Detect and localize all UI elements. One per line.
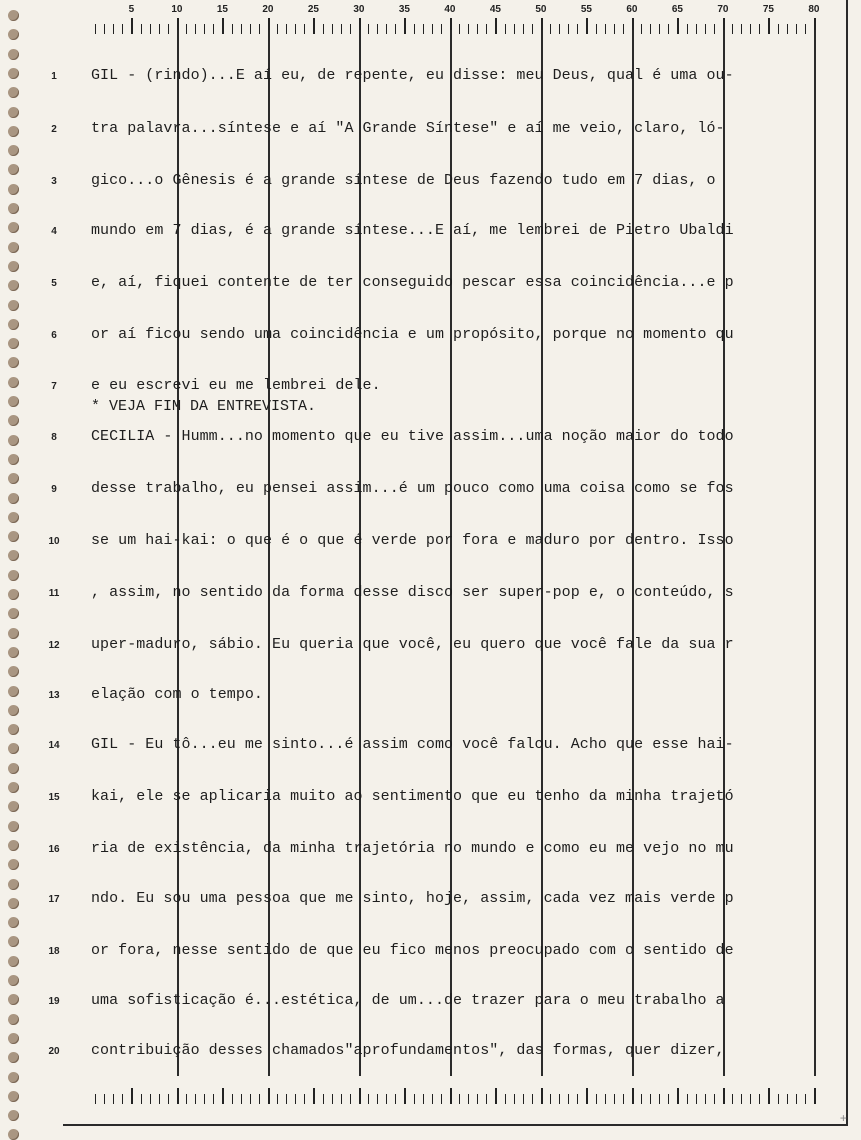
ruler-tick — [696, 24, 697, 34]
ruler-tick — [177, 1088, 179, 1104]
ruler-tick — [523, 1094, 524, 1104]
ruler-tick — [714, 24, 715, 34]
ruler-tick — [778, 24, 779, 34]
ruler-tick — [486, 1094, 487, 1104]
ruler-tick — [650, 24, 651, 34]
ruler-tick — [623, 24, 624, 34]
ruler-tick — [241, 24, 242, 34]
ruler-tick — [368, 1094, 369, 1104]
binding-hole — [8, 242, 19, 253]
ruler-tick — [213, 1094, 214, 1104]
ruler-tick — [787, 1094, 788, 1104]
binding-hole — [8, 29, 19, 40]
line-number: 8 — [51, 432, 57, 443]
binding-hole — [8, 10, 19, 21]
ruler-tick — [468, 1094, 469, 1104]
ruler-tick — [213, 24, 214, 34]
ruler-tick — [259, 24, 260, 34]
binding-hole — [8, 415, 19, 426]
binding-hole — [8, 396, 19, 407]
ruler-tick — [759, 1094, 760, 1104]
ruler-tick — [577, 24, 578, 34]
binding-hole — [8, 184, 19, 195]
ruler-number: 60 — [626, 4, 638, 15]
binding-hole — [8, 782, 19, 793]
line-number: 20 — [48, 1046, 60, 1057]
ruler-number: 70 — [717, 4, 729, 15]
binding-hole — [8, 840, 19, 851]
ruler-tick — [614, 24, 615, 34]
ruler-tick — [705, 24, 706, 34]
binding-hole — [8, 473, 19, 484]
line-number: 13 — [48, 690, 60, 701]
ruler-number: 75 — [762, 4, 774, 15]
column-guide-line — [723, 30, 725, 1076]
line-number: 10 — [48, 536, 60, 547]
ruler-tick — [250, 24, 251, 34]
ruler-tick — [414, 24, 415, 34]
ruler-tick — [687, 1094, 688, 1104]
binding-hole — [8, 705, 19, 716]
ruler-tick — [423, 24, 424, 34]
transcript-line: CECILIA - Humm...no momento que eu tive assim...uma noção maior do todo — [91, 428, 734, 445]
binding-hole — [8, 319, 19, 330]
ruler-tick — [805, 24, 806, 34]
ruler-tick — [141, 24, 142, 34]
line-number: 16 — [48, 844, 60, 855]
transcript-line: or fora, nesse sentido de que eu fico menos preocupado com o sentido de — [91, 942, 734, 959]
binding-hole — [8, 531, 19, 542]
binding-hole — [8, 763, 19, 774]
binding-hole — [8, 647, 19, 658]
ruler-tick — [468, 24, 469, 34]
transcript-line: ndo. Eu sou uma pessoa que me sinto, hoje, assim, cada vez mais verde p — [91, 890, 734, 907]
ruler-tick — [732, 1094, 733, 1104]
ruler-tick — [150, 24, 151, 34]
ruler-tick — [677, 18, 679, 34]
ruler-number: 30 — [353, 4, 365, 15]
transcript-line: tra palavra...síntese e aí "A Grande Síntese" e aí me veio, claro, ló- — [91, 120, 725, 137]
transcript-line: uma sofisticação é...estética, de um...de trazer para o meu trabalho a — [91, 992, 725, 1009]
ruler-number: 35 — [398, 4, 410, 15]
ruler-tick — [486, 24, 487, 34]
ruler-tick — [304, 24, 305, 34]
top-ruler — [63, 0, 846, 40]
ruler-number: 5 — [128, 4, 135, 15]
ruler-tick — [222, 1088, 224, 1104]
ruler-tick — [195, 1094, 196, 1104]
ruler-tick — [514, 1094, 515, 1104]
ruler-tick — [332, 1094, 333, 1104]
ruler-tick — [404, 18, 406, 34]
ruler-tick — [395, 1094, 396, 1104]
ruler-tick — [677, 1088, 679, 1104]
ruler-tick — [122, 1094, 123, 1104]
ruler-number: 80 — [808, 4, 820, 15]
binding-hole — [8, 724, 19, 735]
ruler-number: 55 — [580, 4, 592, 15]
ruler-tick — [559, 1094, 560, 1104]
ruler-tick — [805, 1094, 806, 1104]
ruler-tick — [259, 1094, 260, 1104]
binding-hole — [8, 357, 19, 368]
ruler-tick — [432, 24, 433, 34]
ruler-number: 15 — [216, 4, 228, 15]
ruler-tick — [632, 1088, 634, 1104]
binding-hole — [8, 126, 19, 137]
ruler-tick — [586, 1088, 588, 1104]
ruler-tick — [741, 24, 742, 34]
binding-hole — [8, 570, 19, 581]
binding-hole — [8, 879, 19, 890]
ruler-tick — [441, 1094, 442, 1104]
ruler-tick — [295, 24, 296, 34]
binding-hole — [8, 936, 19, 947]
transcript-line: contribuição desses chamados"aprofundamentos", das formas, quer dizer, — [91, 1042, 725, 1059]
ruler-tick — [113, 24, 114, 34]
ruler-tick — [168, 24, 169, 34]
ruler-tick — [131, 18, 133, 34]
binding-hole — [8, 898, 19, 909]
binding-hole — [8, 628, 19, 639]
ruler-tick — [423, 1094, 424, 1104]
binding-hole — [8, 107, 19, 118]
ruler-tick — [286, 24, 287, 34]
ruler-tick — [450, 1088, 452, 1104]
ruler-tick — [559, 24, 560, 34]
line-number: 2 — [51, 124, 57, 135]
line-number: 15 — [48, 792, 60, 803]
ruler-tick — [377, 1094, 378, 1104]
binding-hole — [8, 859, 19, 870]
ruler-number: 40 — [444, 4, 456, 15]
binding-hole — [8, 145, 19, 156]
binding-hole — [8, 338, 19, 349]
ruler-tick — [204, 1094, 205, 1104]
ruler-tick — [104, 1094, 105, 1104]
binding-hole — [8, 377, 19, 388]
transcript-line: e, aí, fiquei contente de ter conseguido pescar essa coincidência...e p — [91, 274, 734, 291]
binding-hole — [8, 917, 19, 928]
binding-hole — [8, 203, 19, 214]
ruler-tick — [568, 1094, 569, 1104]
ruler-tick — [295, 1094, 296, 1104]
ruler-tick — [505, 24, 506, 34]
ruler-tick — [732, 24, 733, 34]
ruler-tick — [796, 1094, 797, 1104]
binding-hole — [8, 1072, 19, 1083]
binding-hole — [8, 821, 19, 832]
ruler-tick — [131, 1088, 133, 1104]
binding-hole — [8, 1129, 19, 1140]
transcript-line: , assim, no sentido da forma desse disco ser super-pop e, o conteúdo, s — [91, 584, 734, 601]
ruler-tick — [286, 1094, 287, 1104]
binding-hole — [8, 87, 19, 98]
ruler-tick — [232, 1094, 233, 1104]
transcript-line: ria de existência, da minha trajetória no mundo e como eu me vejo no mu — [91, 840, 734, 857]
binding-hole — [8, 164, 19, 175]
binding-hole — [8, 666, 19, 677]
ruler-tick — [95, 24, 96, 34]
ruler-tick — [586, 18, 588, 34]
ruler-tick — [186, 1094, 187, 1104]
ruler-tick — [350, 24, 351, 34]
ruler-tick — [696, 1094, 697, 1104]
ruler-tick — [323, 1094, 324, 1104]
ruler-tick — [532, 1094, 533, 1104]
binding-hole — [8, 994, 19, 1005]
binding-hole — [8, 686, 19, 697]
ruler-number: 50 — [535, 4, 547, 15]
ruler-tick — [568, 24, 569, 34]
ruler-tick — [778, 1094, 779, 1104]
ruler-tick — [541, 1088, 543, 1104]
ruler-tick — [350, 1094, 351, 1104]
ruler-tick — [204, 24, 205, 34]
ruler-tick — [614, 1094, 615, 1104]
line-number: 3 — [51, 176, 57, 187]
ruler-tick — [523, 24, 524, 34]
transcript-line: GIL - (rindo)...E aí eu, de repente, eu disse: meu Deus, qual é uma ou- — [91, 67, 734, 84]
ruler-tick — [705, 1094, 706, 1104]
ruler-tick — [495, 18, 497, 34]
binding-hole — [8, 743, 19, 754]
ruler-number: 10 — [171, 4, 183, 15]
ruler-tick — [641, 1094, 642, 1104]
binding-hole — [8, 512, 19, 523]
ruler-tick — [759, 24, 760, 34]
line-number: 4 — [51, 226, 57, 237]
ruler-tick — [368, 24, 369, 34]
ruler-tick — [550, 1094, 551, 1104]
line-number: 12 — [48, 640, 60, 651]
transcript-line: gico...o Gênesis é a grande síntese de Deus fazendo tudo em 7 dias, o — [91, 172, 716, 189]
ruler-tick — [222, 18, 224, 34]
ruler-tick — [304, 1094, 305, 1104]
ruler-tick — [441, 24, 442, 34]
binding-hole — [8, 1091, 19, 1102]
ruler-tick — [623, 1094, 624, 1104]
ruler-tick — [332, 24, 333, 34]
binding-hole — [8, 1052, 19, 1063]
line-number: 18 — [48, 946, 60, 957]
ruler-tick — [159, 24, 160, 34]
ruler-tick — [596, 1094, 597, 1104]
binding-hole — [8, 608, 19, 619]
binding-hole — [8, 222, 19, 233]
ruler-tick — [323, 24, 324, 34]
binding-hole — [8, 493, 19, 504]
ruler-tick — [232, 24, 233, 34]
ruler-number: 45 — [489, 4, 501, 15]
bottom-ruler — [63, 1080, 846, 1120]
ruler-tick — [768, 1088, 770, 1104]
ruler-number: 25 — [307, 4, 319, 15]
binding-hole — [8, 1014, 19, 1025]
ruler-tick — [477, 24, 478, 34]
ruler-tick — [313, 18, 315, 34]
ruler-tick — [605, 1094, 606, 1104]
line-number: 19 — [48, 996, 60, 1007]
ruler-tick — [650, 1094, 651, 1104]
line-number: 5 — [51, 278, 57, 289]
ruler-tick — [668, 1094, 669, 1104]
binding-hole — [8, 435, 19, 446]
binding-hole — [8, 801, 19, 812]
transcript-line: mundo em 7 dias, é a grande síntese...E aí, me lembrei de Pietro Ubaldi — [91, 222, 734, 239]
binding-hole — [8, 589, 19, 600]
ruler-number: 65 — [671, 4, 683, 15]
binding-hole — [8, 1033, 19, 1044]
ruler-tick — [532, 24, 533, 34]
binding-hole — [8, 956, 19, 967]
line-number: 7 — [51, 381, 57, 392]
binding-hole — [8, 68, 19, 79]
ruler-tick — [150, 1094, 151, 1104]
ruler-tick — [159, 1094, 160, 1104]
ruler-tick — [141, 1094, 142, 1104]
ruler-tick — [750, 24, 751, 34]
ruler-tick — [404, 1088, 406, 1104]
ruler-tick — [268, 1088, 270, 1104]
ruler-tick — [505, 1094, 506, 1104]
transcript-line: or aí ficou sendo uma coincidência e um propósito, porque no momento qu — [91, 326, 734, 343]
ruler-tick — [341, 1094, 342, 1104]
line-number: 1 — [51, 71, 57, 82]
ruler-tick — [659, 24, 660, 34]
ruler-tick — [550, 24, 551, 34]
ruler-tick — [341, 24, 342, 34]
ruler-tick — [605, 24, 606, 34]
spiral-binding — [0, 0, 26, 1140]
binding-hole — [8, 550, 19, 561]
ruler-tick — [814, 1088, 816, 1104]
transcript-line: elação com o tempo. — [91, 686, 263, 703]
binding-hole — [8, 454, 19, 465]
ruler-tick — [641, 24, 642, 34]
ruler-number: 20 — [262, 4, 274, 15]
line-number: 11 — [48, 588, 60, 599]
ruler-tick — [659, 1094, 660, 1104]
ruler-tick — [122, 24, 123, 34]
ruler-tick — [113, 1094, 114, 1104]
ruler-tick — [241, 1094, 242, 1104]
binding-hole — [8, 300, 19, 311]
ruler-tick — [577, 1094, 578, 1104]
ruler-tick — [768, 18, 770, 34]
ruler-tick — [477, 1094, 478, 1104]
ruler-tick — [313, 1088, 315, 1104]
footnote-note: * VEJA FIM DA ENTREVISTA. — [91, 398, 317, 415]
ruler-tick — [432, 1094, 433, 1104]
ruler-tick — [186, 24, 187, 34]
ruler-tick — [687, 24, 688, 34]
ruler-tick — [414, 1094, 415, 1104]
ruler-tick — [386, 1094, 387, 1104]
ruler-tick — [386, 24, 387, 34]
transcript-line: kai, ele se aplicaria muito ao sentimento que eu tenho da minha trajetó — [91, 788, 734, 805]
transcript-line: GIL - Eu tô...eu me sinto...é assim como você falou. Acho que esse hai- — [91, 736, 734, 753]
line-number: 14 — [48, 740, 60, 751]
transcript-line: e eu escrevi eu me lembrei dele. — [91, 377, 381, 394]
transcript-line: uper-maduro, sábio. Eu queria que você, eu quero que você fale da sua r — [91, 636, 734, 653]
ruler-tick — [250, 1094, 251, 1104]
ruler-tick — [377, 24, 378, 34]
ruler-tick — [723, 1088, 725, 1104]
ruler-tick — [168, 1094, 169, 1104]
transcript-line: se um hai-kai: o que é o que é verde por fora e maduro por dentro. Isso — [91, 532, 734, 549]
ruler-tick — [277, 24, 278, 34]
ruler-tick — [668, 24, 669, 34]
line-number: 17 — [48, 894, 60, 905]
ruler-tick — [741, 1094, 742, 1104]
ruler-tick — [714, 1094, 715, 1104]
ruler-tick — [596, 24, 597, 34]
line-number: 6 — [51, 330, 57, 341]
ruler-tick — [277, 1094, 278, 1104]
ruler-tick — [359, 1088, 361, 1104]
ruler-tick — [459, 1094, 460, 1104]
binding-hole — [8, 1110, 19, 1121]
ruler-tick — [787, 24, 788, 34]
binding-hole — [8, 261, 19, 272]
ruler-tick — [459, 24, 460, 34]
corner-mark: + — [839, 1112, 847, 1126]
ruler-tick — [195, 24, 196, 34]
binding-hole — [8, 280, 19, 291]
ruler-tick — [495, 1088, 497, 1104]
ruler-tick — [750, 1094, 751, 1104]
ruler-tick — [514, 24, 515, 34]
line-number: 9 — [51, 484, 57, 495]
ruler-tick — [104, 24, 105, 34]
ruler-tick — [95, 1094, 96, 1104]
column-guide-line — [814, 30, 816, 1076]
binding-hole — [8, 49, 19, 60]
binding-hole — [8, 975, 19, 986]
transcript-line: desse trabalho, eu pensei assim...é um pouco como uma coisa como se fos — [91, 480, 734, 497]
ruler-tick — [395, 24, 396, 34]
ruler-tick — [796, 24, 797, 34]
